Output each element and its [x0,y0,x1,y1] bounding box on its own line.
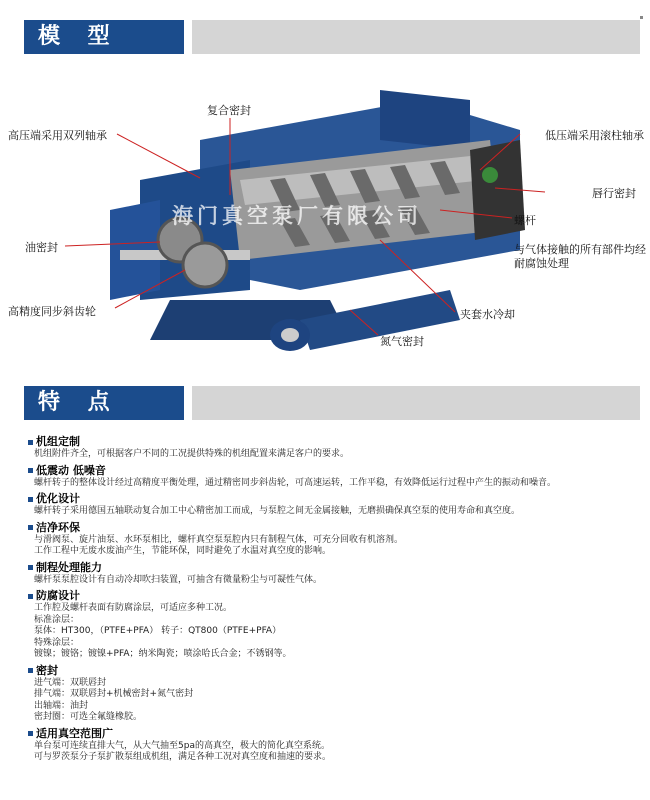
feature-text: 工作工程中无废水废油产生，节能环保，同时避免了水温对真空度的影响。 [34,546,332,556]
feature-item [28,589,640,661]
bullet-square-icon [28,731,33,736]
feature-title [28,521,640,535]
feature-text: 标准涂层： [34,614,80,625]
feature-text: 特殊涂层： [34,637,80,648]
feature-item [28,435,640,461]
feature-title [28,435,640,449]
feature-title-text: 低震动 低噪音 [36,463,106,477]
label-hp-bearing: 高压端采用双列轴承 [8,129,107,142]
feature-title-text: 密封 [36,663,58,677]
feature-item [28,492,640,518]
watermark: 海门真空泵厂有限公司 [172,204,422,228]
feature-item [28,664,640,724]
feature-title [28,664,640,678]
corner-dot [640,16,643,19]
feature-text: 泵体：HT300，（PTFE+PFA） 转子：QT800（PTFE+PFA） [34,626,282,636]
bullet-square-icon [28,440,33,445]
feature-title-text: 适用真空范围广 [36,726,113,740]
label-nitrogen-seal: 氮气密封 [380,335,424,348]
feature-title-text: 防腐设计 [36,589,80,602]
label-oil-seal: 油密封 [25,241,58,254]
bullet-square-icon [28,565,33,570]
feature-item [28,464,640,490]
feature-text: 出轴端：油封 [34,700,89,711]
pump-cutaway-diagram [0,60,650,380]
header-bar [192,20,640,54]
feature-text: 螺杆转子的整体设计经过高精度平衡处理，通过精密同步斜齿轮，可高速运转，工作平稳，有效降低运行过程中产生的振动和噪音。 [34,477,557,488]
feature-text: 机组附件齐全，可根据客户不同的工况提供特殊的机组配置来满足客户的要求。 [34,449,350,459]
label-composite-seal: 复合密封 [207,104,251,117]
label-screw: 螺杆 [514,214,536,227]
feature-title-text: 制程处理能力 [36,560,102,574]
feature-list [28,435,640,767]
label-water-jacket: 夹套水冷却 [460,308,515,321]
feature-text: 镀镍；镀铬；镀镍+PFA；纳米陶瓷；喷涂哈氏合金；不锈钢等。 [34,649,292,659]
label-gear: 高精度同步斜齿轮 [8,305,96,318]
section-header-model [24,20,640,54]
feature-item [28,521,640,558]
bullet-square-icon [28,497,33,502]
feature-title-text: 洁净环保 [36,520,80,534]
feature-item [28,561,640,587]
feature-title-text: 优化设计 [36,492,80,505]
feature-title-text: 机组定制 [36,435,80,448]
label-lp-bearing: 低压端采用滚柱轴承 [545,129,644,142]
section-title: 特 点 [24,386,184,420]
feature-text: 排气端：双联唇封+机械密封+氮气密封 [34,689,194,699]
section-title: 模 型 [24,20,184,54]
feature-title [28,589,640,603]
feature-title [28,464,640,478]
label-lip-seal: 唇行密封 [592,187,636,200]
header-bar [192,386,640,420]
feature-title [28,492,640,506]
feature-title [28,727,640,741]
feature-text: 单台泵可连续直排大气，从大气抽至5pa的高真空，极大的简化真空系统。 [34,740,330,751]
bullet-square-icon [28,668,33,673]
feature-title [28,561,640,575]
section-header-features [24,386,640,420]
bullet-square-icon [28,594,33,599]
feature-text: 螺杆转子采用德国五轴联动复合加工中心精密加工而成，与泵腔之间无金属接触，无磨损确保真空泵的使用寿命和真空度。 [34,506,521,516]
feature-text: 进气端：双联唇封 [34,677,107,688]
bullet-square-icon [28,468,33,473]
feature-text: 与滑阀泵、旋片油泵、水环泵相比，螺杆真空泵泵腔内只有制程气体，可充分回收有机溶剂。 [34,534,404,545]
feature-item [28,727,640,764]
feature-text: 密封圈：可选全氟缝橡胶。 [34,712,143,722]
label-anticorrosion-2: 耐腐蚀处理 [514,257,569,270]
bullet-square-icon [28,525,33,530]
label-anticorrosion-1: 与气体接触的所有部件均经 [514,243,646,256]
feature-text: 可与罗茨泵分子泵扩散泵组成机组，满足各种工况对真空度和抽速的要求。 [34,752,332,762]
feature-text: 螺杆泵泵腔设计有自动冷却吹扫装置，可抽含有微量粉尘与可凝性气体。 [34,574,323,585]
feature-text: 工作腔及螺杆表面有防腐涂层，可适应多种工况。 [34,603,233,613]
